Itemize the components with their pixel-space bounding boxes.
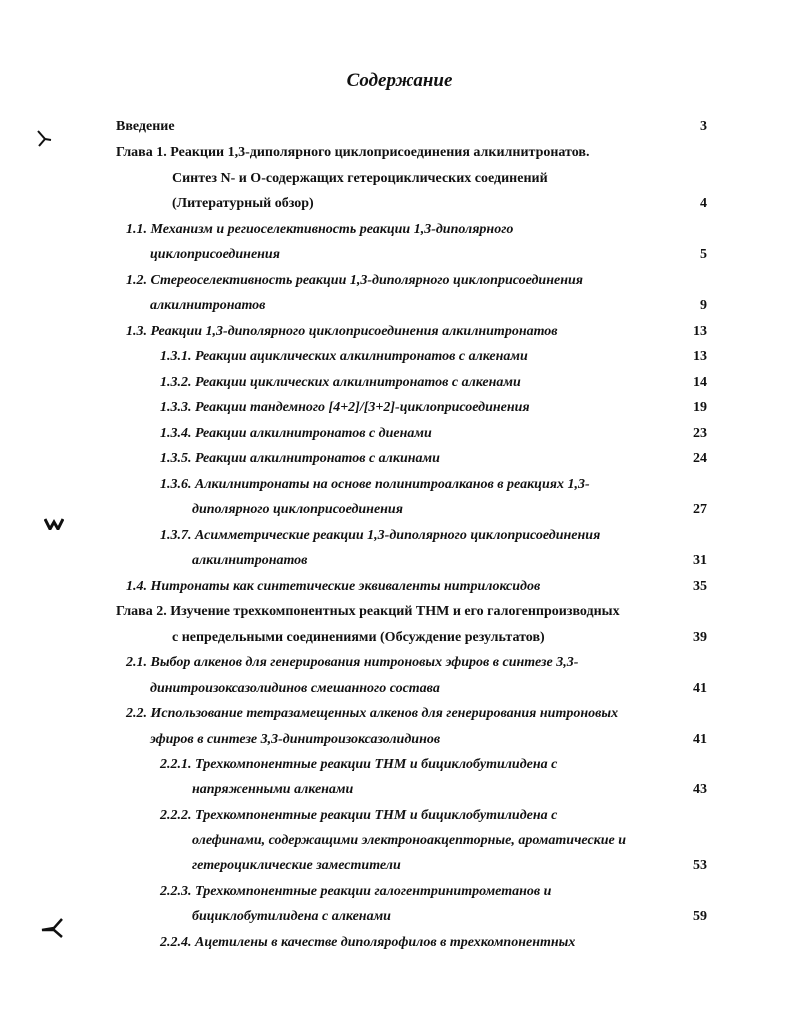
toc-entry: 1.2. Стереоселективность реакции 1,3-диполярного циклоприсоединения — [126, 273, 583, 288]
toc-entry: напряженными алкенами 43 — [192, 782, 707, 797]
toc-entry: бициклобутилидена с алкенами 59 — [192, 909, 707, 924]
toc-entry: с непредельными соединениями (Обсуждение результатов) 39 — [172, 630, 707, 645]
toc-entry: 1.3.3. Реакции тандемного [4+2]/[3+2]-циклоприсоединения 19 — [160, 400, 707, 415]
toc-entry: 1.3. Реакции 1,3-диполярного циклоприсоединения алкилнитронатов 13 — [126, 324, 707, 339]
toc-entry: диполярного циклоприсоединения 27 — [192, 502, 707, 517]
toc-entry: 1.3.5. Реакции алкилнитронатов с алкинами 24 — [160, 451, 707, 466]
toc-entry: Глава 2. Изучение трехкомпонентных реакций ТНМ и его галогенпроизводных — [116, 604, 620, 619]
toc-entry: олефинами, содержащими электроноакцепторные, ароматические и — [192, 833, 627, 848]
toc-entry: 1.3.1. Реакции ациклических алкилнитронатов с алкенами 13 — [160, 349, 707, 364]
toc-entry: (Литературный обзор) 4 — [172, 196, 707, 211]
toc-entry: 1.3.6. Алкилнитронаты на основе полинитроалканов в реакциях 1,3- — [160, 477, 590, 492]
toc-entry: 2.2.1. Трехкомпонентные реакции ТНМ и бициклобутилидена с — [160, 757, 558, 772]
toc-entry: 2.2.4. Ацетилены в качестве диполярофилов в трехкомпонентных — [160, 935, 576, 950]
toc-entry: алкилнитронатов 31 — [192, 553, 707, 568]
toc-entry: 1.4. Нитронаты как синтетические эквиваленты нитрилоксидов 35 — [126, 579, 707, 594]
toc-entry: Синтез N- и O-содержащих гетероциклических соединений — [172, 171, 548, 186]
toc-entry: 1.3.4. Реакции алкилнитронатов с диенами 23 — [160, 426, 707, 441]
toc-entry: 1.3.7. Асимметрические реакции 1,3-диполярного циклоприсоединения — [160, 528, 601, 543]
toc-entry: Введение 3 — [116, 119, 707, 134]
toc-entry: алкилнитронатов 9 — [150, 298, 707, 313]
toc-entry: циклоприсоединения 5 — [150, 247, 707, 262]
toc-entry: 1.3.2. Реакции циклических алкилнитронатов с алкенами 14 — [160, 375, 707, 390]
toc-entry: Глава 1. Реакции 1,3-диполярного циклоприсоединения алкилнитронатов. — [116, 145, 590, 160]
toc-entry: 2.2.3. Трехкомпонентные реакции галогентринитрометанов и — [160, 884, 552, 899]
toc-entry: 2.2.2. Трехкомпонентные реакции ТНМ и бициклобутилидена с — [160, 808, 558, 823]
toc-entry: эфиров в синтезе 3,3-динитроизоксазолидинов 41 — [150, 732, 707, 747]
page-title: Содержание — [346, 70, 453, 91]
toc-entry: 2.1. Выбор алкенов для генерирования нитроновых эфиров в синтезе 3,3- — [126, 655, 579, 670]
toc-entry: гетероциклические заместители 53 — [192, 858, 707, 873]
toc-entry: 1.1. Механизм и региоселективность реакции 1,3-диполярного — [126, 222, 514, 237]
toc-entry: динитроизоксазолидинов смешанного состава 41 — [150, 681, 707, 696]
toc-entry: 2.2. Использование тетразамещенных алкенов для генерирования нитроновых — [126, 706, 619, 721]
